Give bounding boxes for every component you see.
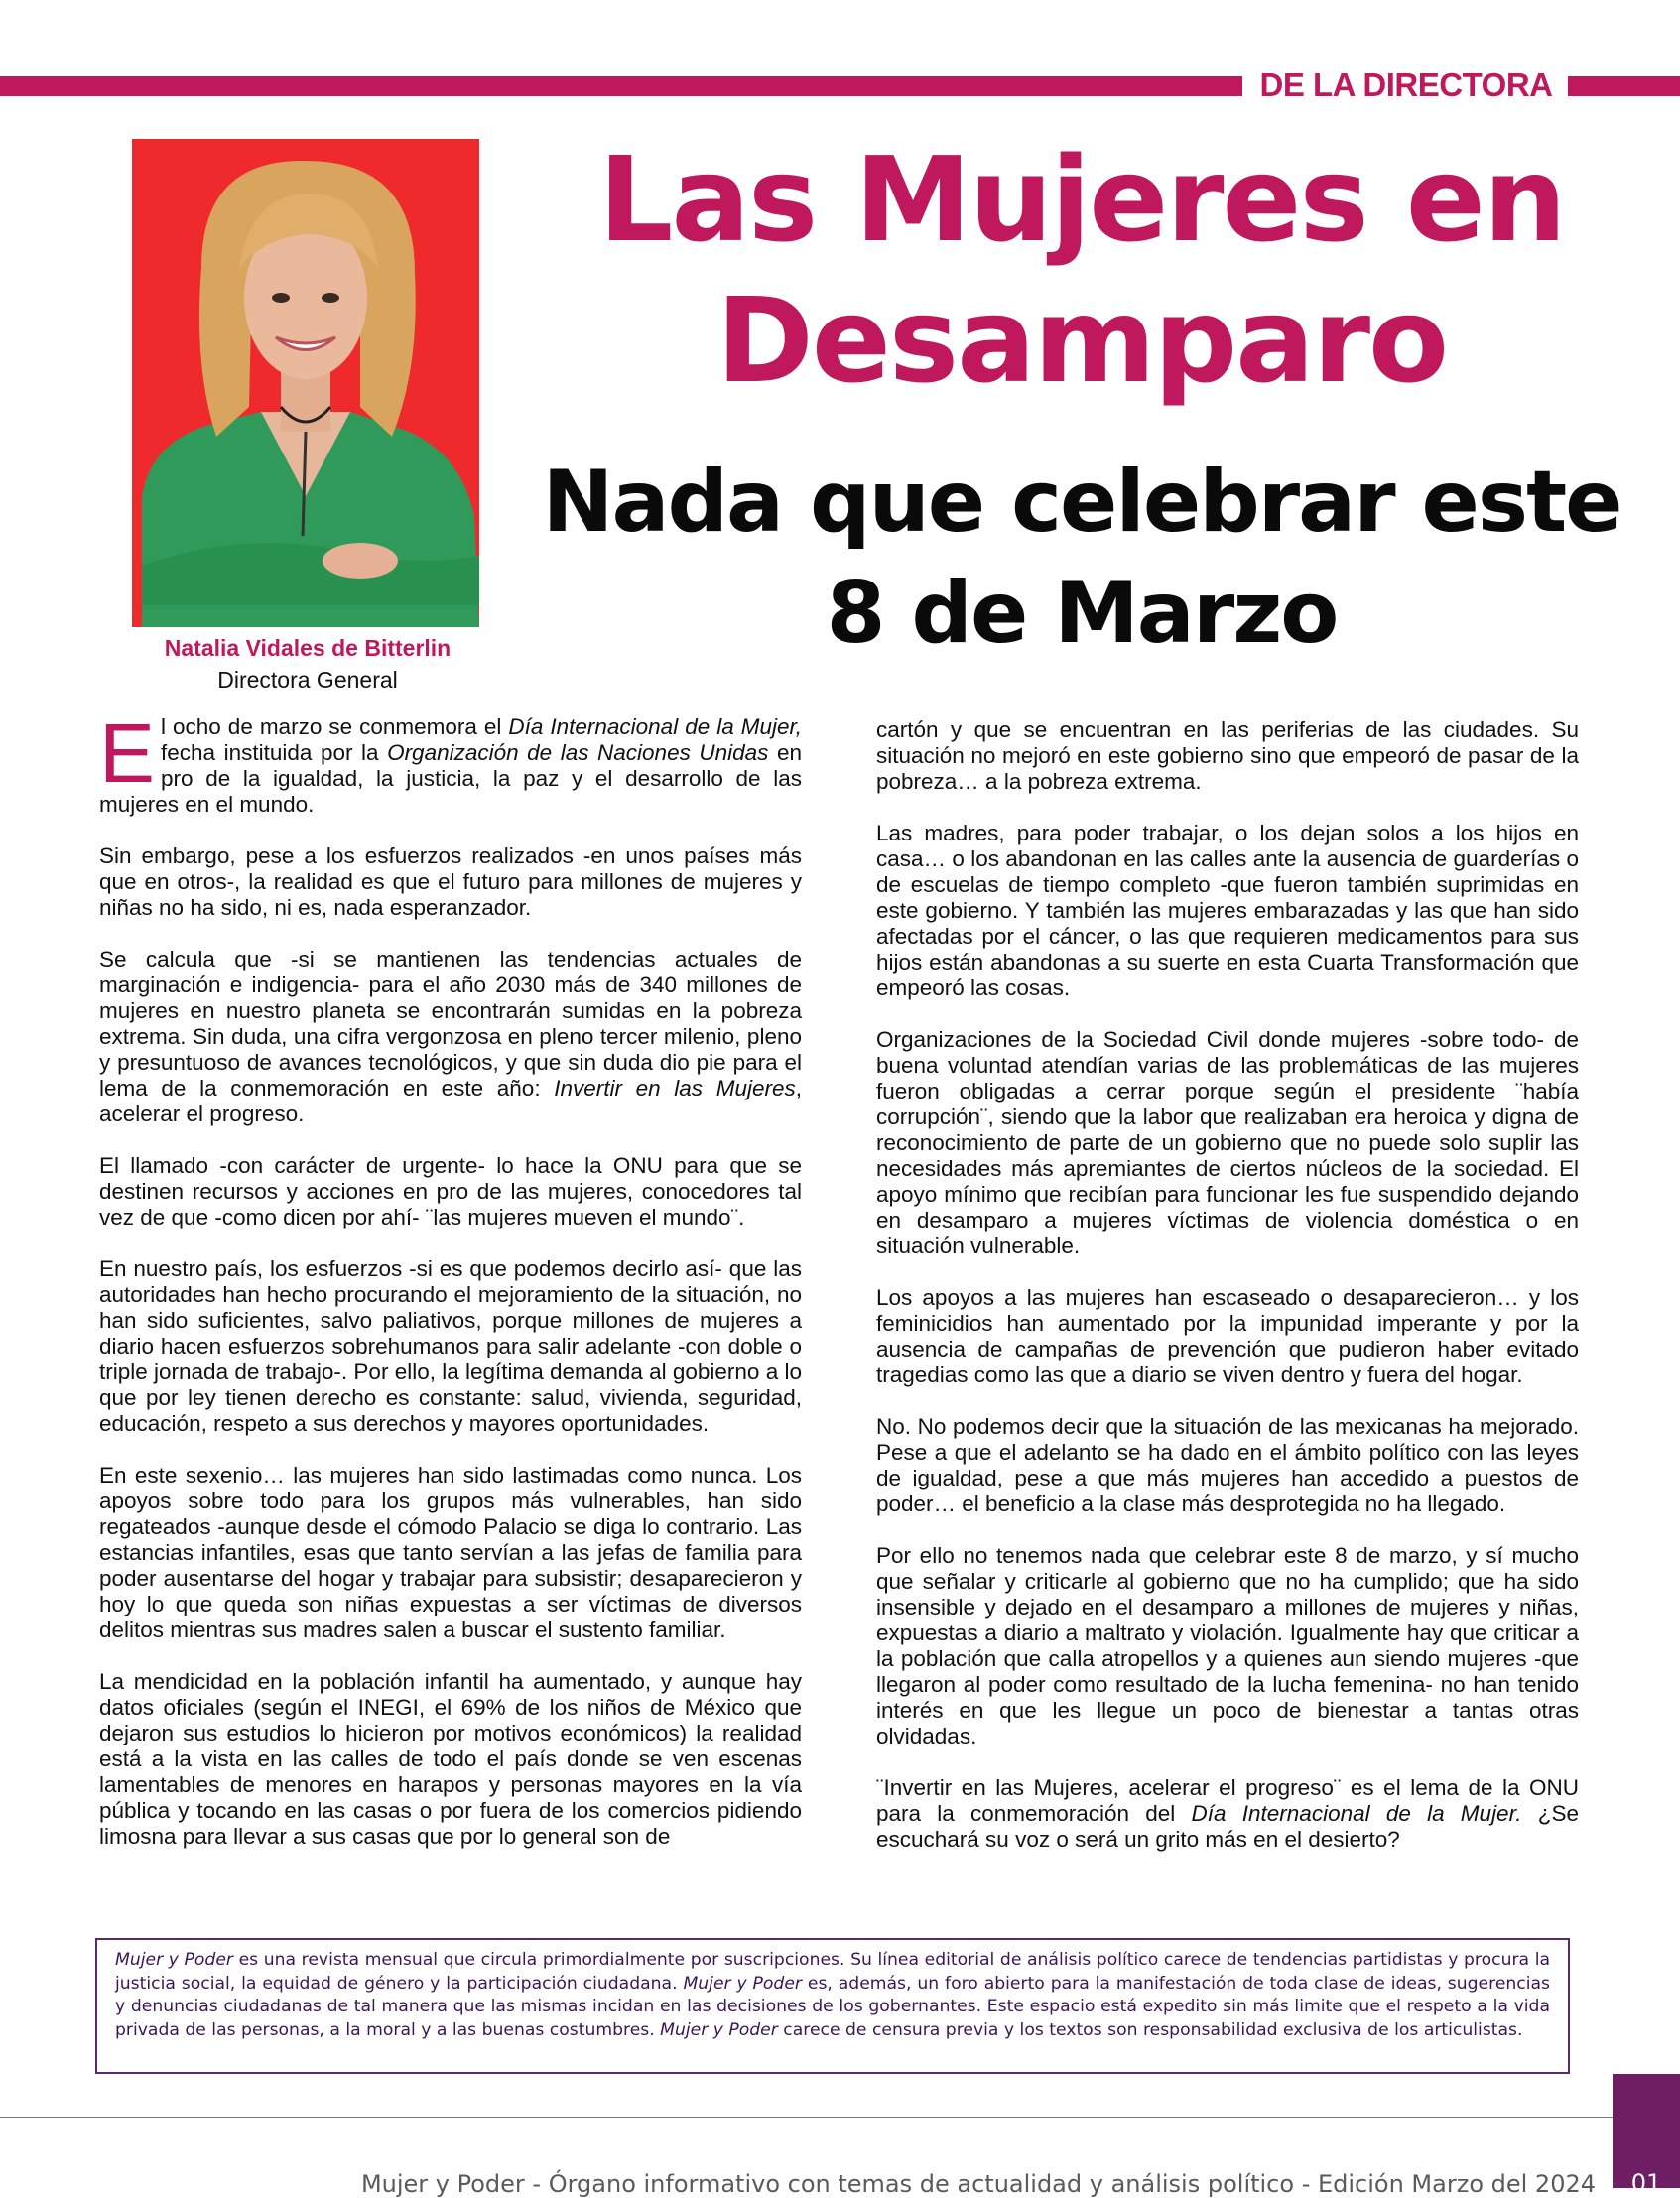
paragraph: En nuestro país, los esfuerzos -si es que podemos decirlo así- que las autoridades han hecho procurando el mejoramiento de la situación, no han sido suficientes, salvo paliativos, porque millones de mujeres a diario hacen esfuerzos sobrehumanos para salir adelante -con doble o triple jornada de trabajo-. Por ello, la legítima demanda al gobierno a lo que por ley tienen derecho es constante: salud, vivienda, seguridad, educación, respeto a sus derechos y mayores oportunidades. [99, 1256, 802, 1436]
italic-run: Invertir en las Mujeres [554, 1076, 796, 1100]
paragraph: Los apoyos a las mujeres han escaseado o desaparecieron… y los feminicidios han aumentado por la impunidad imperante y por la ausencia de campañas de prevención que pudieron haber evitado tragedias como las que a diario se viven dentro y fuera del hogar. [876, 1285, 1579, 1387]
text-run: fecha instituida por la [161, 740, 388, 765]
paragraph [99, 707, 802, 818]
portrait-photo-icon [132, 139, 479, 627]
paragraph: En este sexenio… las mujeres han sido lastimadas como nunca. Los apoyos sobre todo para los grupos más vulnerables, han sido regateados -aunque desde el cómodo Palacio se diga lo contrario. Las estancias infantiles, esas que tanto servían a las jefas de familia para poder ausentarse del hogar y trabajar para subsistir; desaparecieron y hoy lo que queda son niñas expuestas a ser víctimas de diversos delitos mientras sus madres salen a buscar el sustento familiar. [99, 1463, 802, 1642]
header-rule-left [0, 76, 1242, 96]
author-role: Directora General [217, 667, 398, 693]
paragraph: El llamado -con carácter de urgente- lo hace la ONU para que se destinen recursos y acciones en pro de las mujeres, conocedores tal vez de que -como dicen por ahí- ¨las mujeres mueven el mundo¨. [99, 1153, 802, 1229]
paragraph: Sin embargo, pese a los esfuerzos realizados -en unos países más que en otros-, la realidad es que el futuro para millones de mujeres y niñas no ha sido, ni es, nada esperanzador. [99, 843, 802, 920]
editorial-note [95, 1938, 1570, 2074]
paragraph [99, 947, 802, 1127]
text-run: , acelerar el progreso. [99, 1076, 802, 1126]
text-run: ¨Invertir en las Mujeres, acelerar el progreso¨ es el lema de la ONU para la conmemoración del [876, 1775, 1579, 1826]
italic-run: Mujer y Poder [115, 1950, 233, 1970]
header-rule-right [1568, 76, 1680, 96]
text-run: Se calcula que -si se mantienen las tendencias actuales de marginación e indigencia- para el año 2030 más de 340 millones de mujeres en nuestro planeta se encontrarán sumidas en la pobreza extrema. Sin duda, una cifra vergonzosa en pleno tercer milenio, pleno y presuntuoso de avances tecnológicos, y que sin duda dio pie para el lema de la conmemoración en este año: [99, 947, 802, 1100]
paragraph: No. No podemos decir que la situación de las mexicanas ha mejorado. Pese a que el adelanto se ha dado en el ámbito político con las leyes de igualdad, pese a que más mujeres han accedido a puestos de poder… el beneficio a la clase más desprotegida no ha llegado. [876, 1414, 1579, 1516]
article-column-left [99, 707, 802, 1850]
italic-run: Día Internacional de la Mujer, [508, 714, 802, 739]
page-footer-text: Mujer y Poder - Órgano informativo con temas de actualidad y análisis político - Edición Marzo del 2024 [360, 2170, 1596, 2198]
italic-run: Mujer y Poder [683, 1973, 802, 1994]
author-photo [132, 139, 479, 627]
article-title: Las Mujeres en Desamparo [598, 131, 1565, 409]
text-run: l ocho de marzo se conmemora el [161, 714, 509, 739]
article-column-right [876, 717, 1579, 1853]
italic-run: Organización de las Naciones Unidas [387, 740, 769, 765]
page-number-box [1613, 2074, 1680, 2197]
text-run: ¿Se escuchará su voz o será un grito más en el desierto? [876, 1801, 1579, 1852]
text-run: en pro de la igualdad, la justicia, la paz y el desarrollo de las mujeres en el mundo. [99, 740, 802, 817]
italic-run: Mujer y Poder [660, 2019, 778, 2040]
paragraph: Las madres, para poder trabajar, o los dejan solos a los hijos en casa… o los abandonan en las calles ante la ausencia de guarderías o de escuelas de tiempo completo -que fueron también suprimidas en este gobierno. Y también las mujeres embarazadas y las que han sido afectadas por el cáncer, o las que requieren medicamentos para sus hijos están abandonas a su suerte en esta Cuarta Transformación que empeoró las cosas. [876, 821, 1579, 1000]
paragraph: cartón y que se encuentran en las periferias de las ciudades. Su situación no mejoró en este gobierno sino que empeoró de pasar de la pobreza… a la pobreza extrema. [876, 717, 1579, 794]
paragraph: Organizaciones de la Sociedad Civil donde mujeres -sobre todo- de buena voluntad atendían varias de las problemáticas de las mujeres fueron obligadas a cerrar porque según el presidente ¨había corrupción¨, siendo que la labor que realizaban era heroica y digna de reconocimiento de parte de un gobierno que no puede solo suplir las necesidades más apremiantes de ciertos núcleos de la sociedad. El apoyo mínimo que recibían para funcionar les fue suspendido dejando en desamparo a mujeres víctimas de violencia doméstica o en situación vulnerable. [876, 1027, 1579, 1258]
drop-cap: E [99, 707, 156, 800]
author-name: Natalia Vidales de Bitterlin [164, 635, 452, 661]
article-subtitle: Nada que celebrar este 8 de Marzo [542, 453, 1621, 663]
italic-run: Día Internacional de la Mujer. [1191, 1801, 1522, 1826]
page-number: 01 [1630, 2169, 1662, 2197]
text-run: es, además, un foro abierto para la manifestación de toda clase de ideas, sugerencias y denuncias ciudadanas de tal manera que las mismas incidan en las decisiones de los gobernantes. Este espacio está expedito sin más limite que el respeto a la vida privada de las personas, a la moral y a las buenas costumbres. [115, 1973, 1550, 2040]
paragraph [876, 1775, 1579, 1853]
text-run: carece de censura previa y los textos son responsabilidad exclusiva de los articulistas. [777, 2019, 1523, 2040]
footer-rule [0, 2117, 1613, 2118]
paragraph: Por ello no tenemos nada que celebrar este 8 de marzo, y sí mucho que señalar y criticarle al gobierno que no ha cumplido; que ha sido insensible y dejado en el desamparo a millones de mujeres y niñas, expuestas a diario a maltrato y violación. Igualmente hay que criticar a la población que calla atropellos y a quienes aun siendo mujeres -que llegaron al poder como resultado de la lucha femenina- no han tenido interés en que les llegue un poco de bienestar a tantas otras olvidadas. [876, 1543, 1579, 1748]
text-run: es una revista mensual que circula primordialmente por suscripciones. Su línea editorial de análisis político carece de tendencias partidistas y procura la justicia social, la equidad de género y la participación ciudadana. [115, 1950, 1550, 1994]
paragraph: La mendicidad en la población infantil ha aumentado, y aunque hay datos oficiales (según el INEGI, el 69% de los niños de México que dejaron sus estudios lo hicieron por motivos económicos) la realidad está a la vista en las calles de todo el país donde se ven escenas lamentables de menores en harapos y personas mayores en la vía pública y tocando en las casas o por fuera de los comercios pidiendo limosna para llevar a sus casas que por lo general son de [99, 1669, 802, 1849]
section-label: DE LA DIRECTORA [1259, 66, 1553, 103]
